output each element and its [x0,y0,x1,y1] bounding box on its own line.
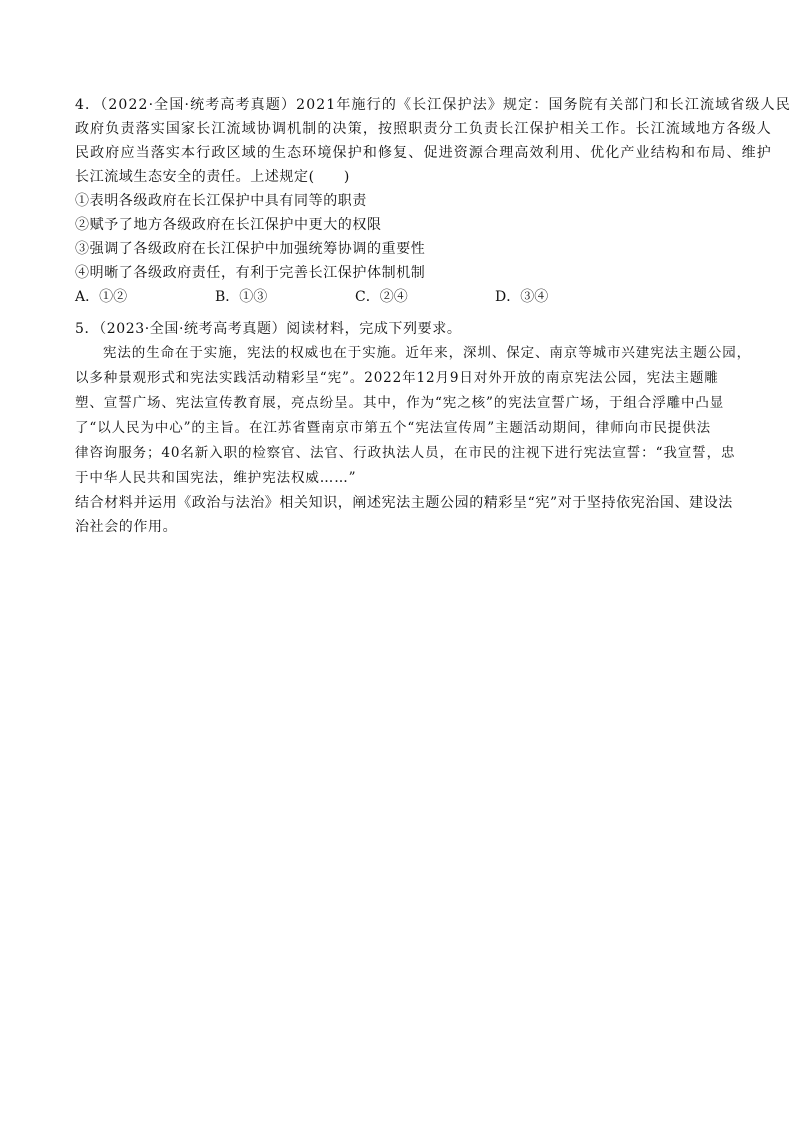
q4-stem-line-1: 4．（2022·全国·统考高考真题）2021年施行的《长江保护法》规定：国务院有关部门和长江流域省级人民 [75,97,791,113]
q5-stem: 5．（2023·全国·统考高考真题）阅读材料，完成下列要求。 [75,321,462,337]
q4-statement-3: ③强调了各级政府在长江保护中加强统筹协调的重要性 [75,241,426,257]
q4-statement-1: ①表明各级政府在长江保护中具有同等的职责 [75,193,367,209]
q5-material-line-6: 于中华人民共和国宪法，维护宪法权威……” [75,470,357,486]
q4-statement-2: ②赋予了地方各级政府在长江保护中更大的权限 [75,217,382,233]
q4-option-b: B．①③ [215,289,268,305]
q4-stem-line-2: 政府负责落实国家长江流域协调机制的决策，按照职责分工负责长江保护相关工作。长江流域地方各级人 [75,121,772,137]
q4-option-a: A．①② [75,289,128,305]
q4-statement-4: ④明晰了各级政府责任，有利于完善长江保护体制机制 [75,265,426,281]
q5-question-line-2: 治社会的作用。 [75,519,178,535]
question-5 [75,317,751,539]
q4-stem-line-4: 长江流域生态安全的责任。上述规定( ) [75,169,350,185]
question-4 [75,93,791,309]
q5-material-line-4: 了“以人民为中心”的主旨。在江苏省暨南京市第五个“宪法宣传周”主题活动期间，律师向市民提供法 [75,420,712,436]
q5-question-line-1: 结合材料并运用《政治与法治》相关知识，阐述宪法主题公园的精彩呈“宪”对于坚持依宪治国、建设法 [75,495,733,511]
q4-option-d: D．③④ [495,289,549,305]
q5-material-line-3: 塑、宣誓广场、宪法宣传教育展，亮点纷呈。其中，作为“宪之核”的宪法宣誓广场，于组合浮雕中凸显 [75,395,725,411]
q4-stem-line-3: 民政府应当落实本行政区域的生态环境保护和修复、促进资源合理高效利用、优化产业结构和布局、维护 [75,145,772,161]
q4-options [75,285,735,309]
q5-material-line-1: 宪法的生命在于实施，宪法的权威也在于实施。近年来，深圳、保定、南京等城市兴建宪法主题公园， [103,345,751,361]
q4-option-c: C．②④ [355,289,408,305]
q5-material-line-5: 律咨询服务；40名新入职的检察官、法官、行政执法人员，在市民的注视下进行宪法宣誓：“我宣誓，忠 [75,445,736,461]
q5-material-line-2: 以多种景观形式和宪法实践活动精彩呈“宪”。2022年12月9日对外开放的南京宪法公园，宪法主题雕 [75,370,719,386]
